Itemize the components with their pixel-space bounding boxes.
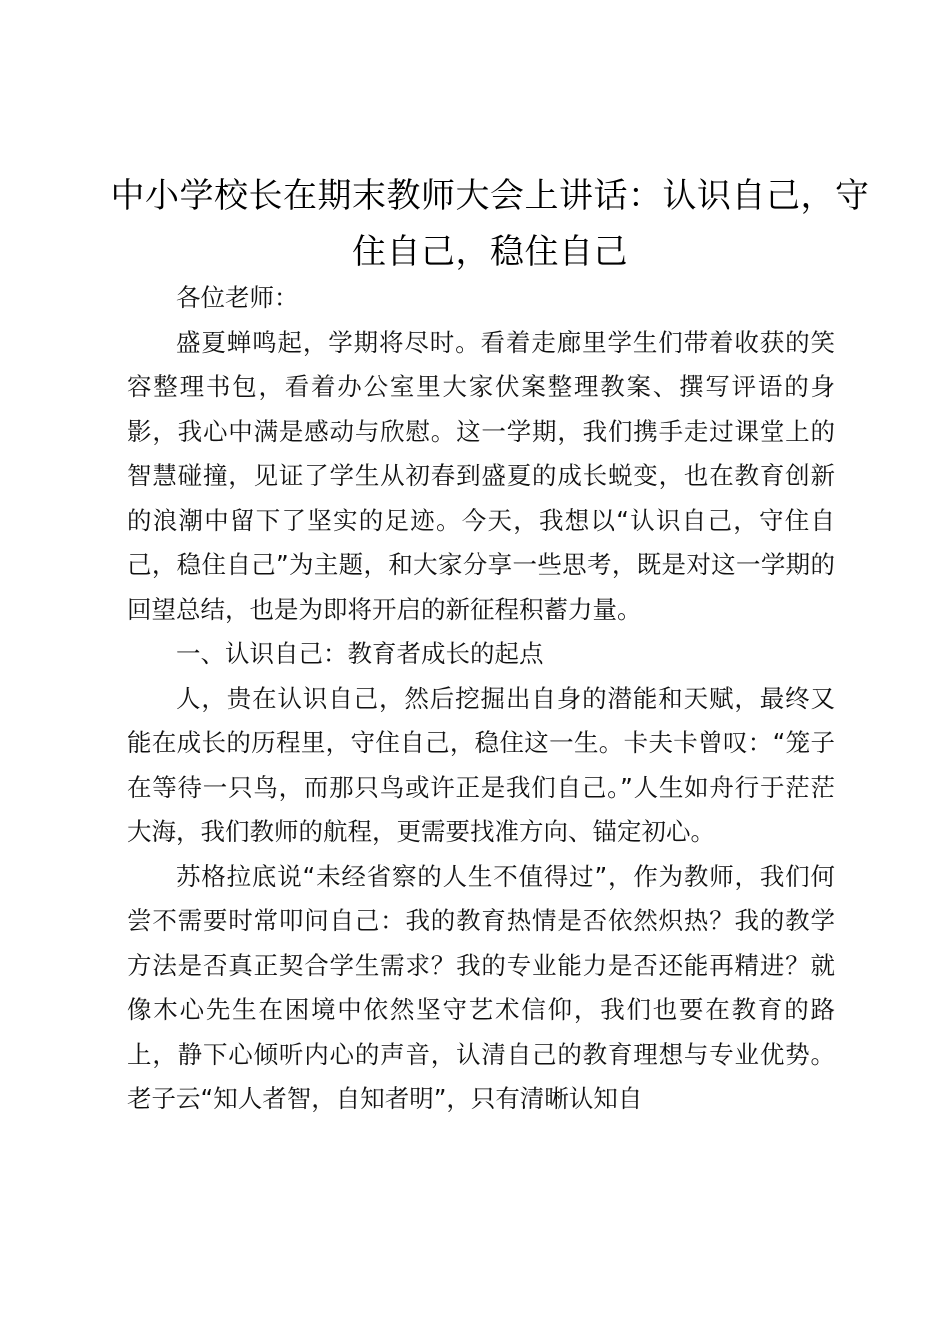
document-title: 中小学校长在期末教师大会上讲话：认识自己，守住自己，稳住自己 <box>110 176 870 272</box>
body-paragraph: 苏格拉底说“未经省察的人生不值得过”，作为教师，我们何尝不需要时常叩问自己：我的教育热情是否依然炽热？我的教学方法是否真正契合学生需求？我的专业能力是否还能再精进？就像木心先生在困境中依然坚守艺术信仰，我们也要在教育的路上，静下心倾听内心的声音，认清自己的教育理想与专业优势。老子云“知人者智，自知者明”，只有清晰认知自 <box>127 861 835 1113</box>
body-paragraph: 盛夏蝉鸣起，学期将尽时。看着走廊里学生们带着收获的笑容整理书包，看着办公室里大家伏案整理教案、撰写评语的身影，我心中满是感动与欣慰。这一学期，我们携手走过课堂上的智慧碰撞，见证了学生从初春到盛夏的成长蜕变，也在教育创新的浪潮中留下了坚实的足迹。今天，我想以“认识自己，守住自己，稳住自己”为主题，和大家分享一些思考，既是对这一学期的回望总结，也是为即将开启的新征程积蓄力量。 <box>127 327 835 624</box>
body-paragraph: 人，贵在认识自己，然后挖掘出自身的潜能和天赋，最终又能在成长的历程里，守住自己，稳住这一生。卡夫卡曾叹：“笼子在等待一只鸟，而那只鸟或许正是我们自己。”人生如舟行于茫茫大海，我们教师的航程，更需要找准方向、锚定初心。 <box>127 683 835 846</box>
document-body <box>127 276 835 1122</box>
salutation: 各位老师： <box>176 283 299 312</box>
section-heading: 一、认识自己：教育者成长的起点 <box>176 639 544 668</box>
